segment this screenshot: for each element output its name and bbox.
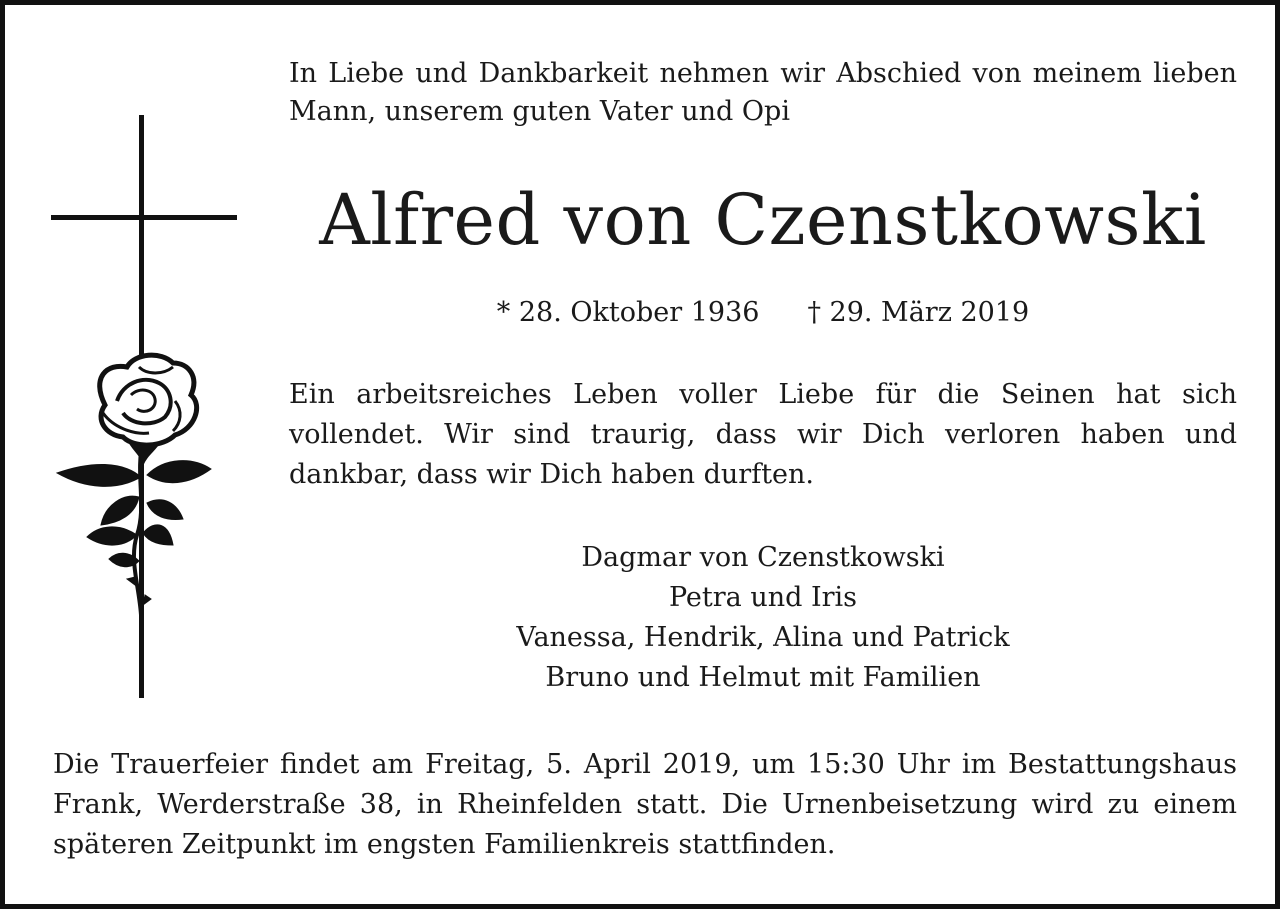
cross-with-rose-emblem	[43, 105, 243, 705]
rose-icon	[57, 355, 211, 615]
mourner-line: Vanessa, Hendrik, Alina und Patrick	[516, 622, 1010, 653]
birth-date: * 28. Oktober 1936	[496, 297, 760, 328]
life-dates	[289, 293, 1237, 333]
funeral-service-info: Die Trauerfeier findet am Freitag, 5. April 2019, um 15:30 Uhr im Bestattungshaus Frank, Werderstraße 38, in Rheinfelden statt. Die Urnenbeisetzung wird zu einem späteren Zeitpunkt im engsten Familienkreis stattfinden.	[53, 749, 1237, 860]
mourner-line: Bruno und Helmut mit Familien	[545, 662, 981, 693]
death-date: † 29. März 2019	[807, 297, 1030, 328]
mourner-line: Dagmar von Czenstkowski	[581, 542, 945, 573]
deceased-name: Alfred von Czenstkowski	[319, 179, 1207, 261]
mourners-list	[289, 538, 1237, 698]
intro-text: In Liebe und Dankbarkeit nehmen wir Abschied von meinem lieben Mann, unserem guten Vater und Opi	[289, 58, 1237, 127]
mourner-line: Petra und Iris	[668, 582, 858, 613]
farewell-message: Ein arbeitsreiches Leben voller Liebe für die Seinen hat sich vollendet. Wir sind traurig, dass wir Dich verloren haben und dankbar, dass wir Dich haben durften.	[289, 379, 1237, 490]
